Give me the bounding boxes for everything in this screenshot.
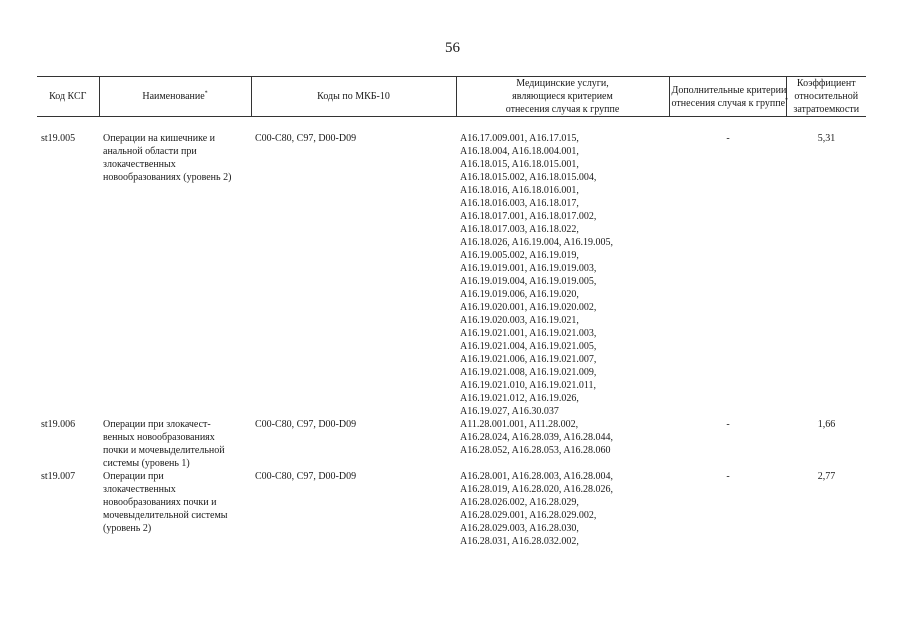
row-services: A16.28.001, A16.28.003, A16.28.004, A16.28.019, A16.28.020, A16.28.026, A16.28.026.002, A16.28.029, A16.28.029.001, A16.28.029.002, A16.28.029.003, A16.28.030, A16.28.031, A16.28.032.002, bbox=[460, 471, 614, 547]
row-criteria: - bbox=[726, 471, 730, 482]
row-services: A16.17.009.001, A16.17.015, A16.18.004, A16.18.004.001, A16.18.015, A16.18.015.001, A16.18.015.002, A16.18.015.004, A16.18.016, A16.18.016.001, A16.18.016.003, A16.18.017, A16.18.017.001, A16.18.017.002, A16.18.017.003, A16.18.022, A16.18.026, A16.19.004, A16.19.005, A16.19.005.002, A16.19.019, A16.19.019.001, A16.19.019.003, A16.19.019.004, A16.19.019.005, A16.19.019.006, A16.19.020, A16.19.020.001, A16.19.020.002, A16.19.020.003, A16.19.021, A16.19.021.001, A16.19.021.003, A16.19.021.004, A16.19.021.005, A16.19.021.006, A16.19.021.007, A16.19.021.008, A16.19.021.009, A16.19.021.010, A16.19.021.011, A16.19.021.012, A16.19.026, A16.19.027, A16.30.037 bbox=[460, 133, 614, 417]
row-coef: 5,31 bbox=[817, 133, 836, 144]
table-row bbox=[37, 418, 866, 470]
page-number: 56 bbox=[445, 40, 460, 56]
row-services: A11.28.001.001, A11.28.002, A16.28.024, A16.28.039, A16.28.044, A16.28.052, A16.28.053, A16.28.060 bbox=[460, 419, 614, 456]
header-name: Наименование* bbox=[99, 77, 251, 117]
header-name-note: * bbox=[204, 90, 208, 97]
row-mkb: C00-C80, C97, D00-D09 bbox=[255, 419, 357, 430]
header-code: Код КСГ bbox=[37, 77, 99, 117]
table-row bbox=[37, 470, 866, 548]
row-name: Операции при злокачест- венных новообразованиях почки и мочевыделительной системы (уровень 1) bbox=[103, 419, 225, 469]
row-mkb: C00-C80, C97, D00-D09 bbox=[255, 471, 357, 482]
table-header-row bbox=[37, 77, 866, 117]
row-coef: 1,66 bbox=[817, 419, 836, 430]
row-name: Операции на кишечнике и анальной области при злокачественных новообразованиях (уровень 2) bbox=[103, 133, 232, 183]
header-criteria: Дополнительные критерии отнесения случая к группе* bbox=[669, 77, 786, 117]
header-criteria-note: * bbox=[785, 97, 789, 104]
row-criteria: - bbox=[726, 419, 730, 430]
table-row bbox=[37, 132, 866, 418]
ksg-table bbox=[37, 76, 866, 548]
header-coef: Коэффициент относительной затратоемкости bbox=[786, 77, 866, 117]
row-code: st19.006 bbox=[41, 419, 76, 430]
header-mkb: Коды по МКБ-10 bbox=[251, 77, 456, 117]
row-criteria: - bbox=[726, 133, 730, 144]
row-coef: 2,77 bbox=[817, 471, 836, 482]
row-name: Операции при злокачественных новообразованиях почки и мочевыделительной системы (уровень 2) bbox=[103, 471, 228, 534]
row-code: st19.005 bbox=[41, 133, 76, 144]
header-services: Медицинские услуги, являющиеся критерием отнесения случая к группе bbox=[456, 77, 669, 117]
row-mkb: C00-C80, C97, D00-D09 bbox=[255, 133, 357, 144]
row-code: st19.007 bbox=[41, 471, 76, 482]
